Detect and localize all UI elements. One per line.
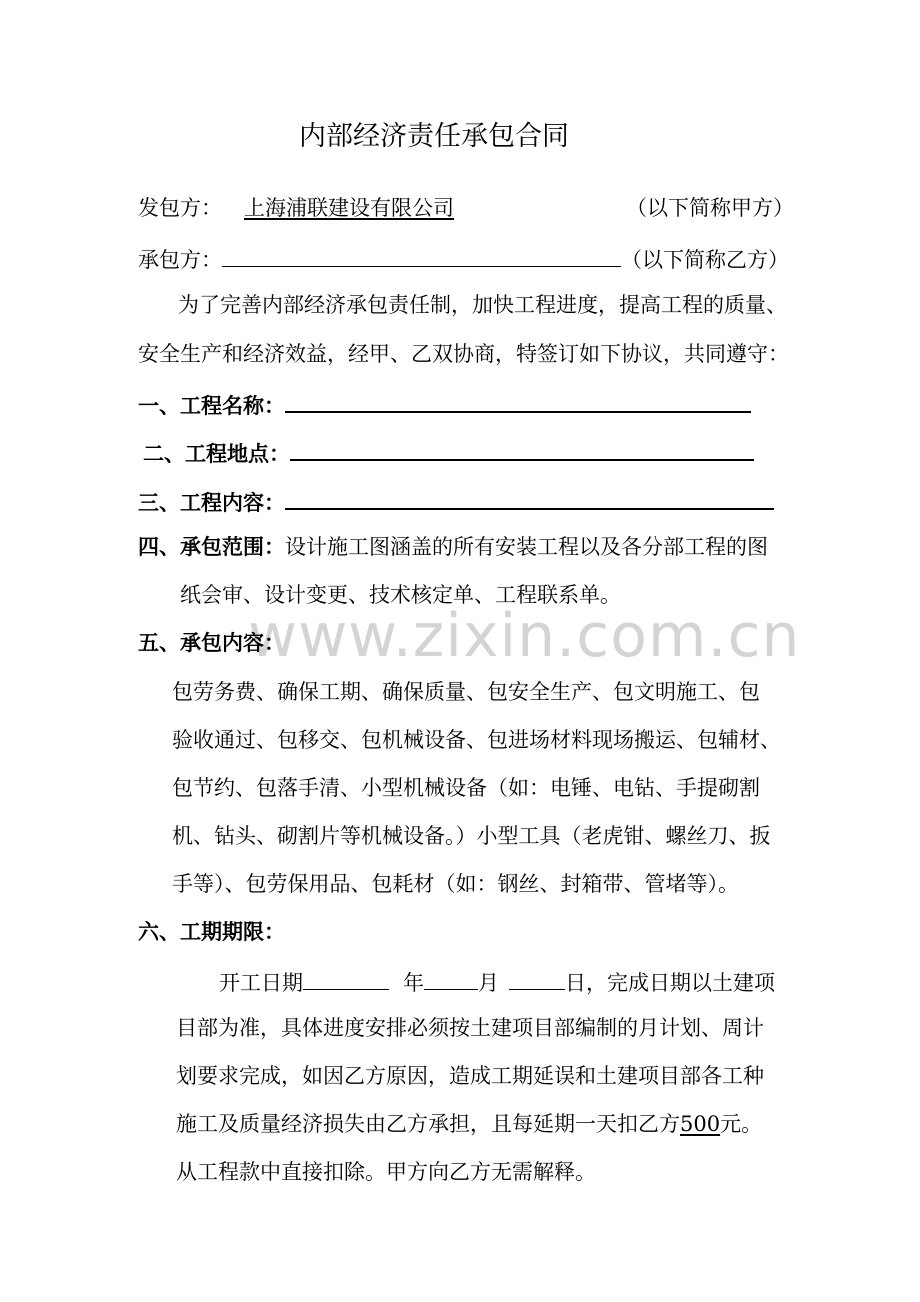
section-3-label: 三、工程内容： [138,490,285,515]
section-4-row [138,532,768,562]
intro-line-2: 安全生产和经济效益，经甲、乙双协商，特签订如下协议，共同遵守： [138,342,789,366]
subcontractor-name-field[interactable] [222,242,621,267]
project-content-field[interactable] [285,484,774,510]
penalty-suffix: 元。 [720,1112,763,1136]
section-6-line: 划要求完成，如因乙方原因，造成工期延误和土建项目部各工种 [176,1064,764,1088]
section-2-label: 二、工程地点： [143,441,290,466]
start-month-field[interactable] [424,965,478,990]
section-5-line: 包劳务费、确保工期、确保质量、包安全生产、包文明施工、包 [172,680,760,704]
start-day-field[interactable] [509,965,565,990]
contractor-suffix: （以下简称甲方） [626,196,794,220]
section-5-line: 机、钻头、砌割片等机械设备。）小型工具（老虎钳、螺丝刀、扳 [172,824,771,848]
section-6-label: 六、工期期限： [138,919,285,944]
subcontractor-row [138,242,789,272]
watermark: www.zixin.com.cn [248,601,801,671]
contractor-row [138,193,794,223]
contractor-name: 上海浦联建设有限公司 [244,196,454,220]
section-6-last-line: 从工程款中直接扣除。甲方向乙方无需解释。 [176,1160,596,1184]
section-5-line: 手等）、包劳保用品、包耗材（如：钢丝、封箱带、管堵等）。 [172,872,739,896]
intro-line-1: 为了完善内部经济承包责任制，加快工程进度，提高工程的质量、 [178,293,787,317]
penalty-amount: 500 [680,1112,721,1136]
start-date-label: 开工日期 [219,971,303,995]
start-date-row [219,965,775,995]
section-2-row [143,435,754,465]
section-4-label: 四、承包范围： [138,534,285,559]
section-5-label: 五、承包内容： [138,630,285,655]
document-title: 内部经济责任承包合同 [299,121,569,152]
year-label: 年 [403,971,424,995]
subcontractor-label: 承包方： [138,248,222,272]
section-3-row [138,484,774,514]
day-label-rest: 日，完成日期以土建项 [565,971,775,995]
section-1-row [138,387,751,417]
section-4-text-1: 设计施工图涵盖的所有安装工程以及各分部工程的图 [285,535,768,559]
penalty-prefix: 施工及质量经济损失由乙方承担，且每延期一天扣乙方 [176,1112,680,1136]
contractor-label: 发包方： [138,196,222,220]
month-label: 月 [478,971,499,995]
section-5-line: 验收通过、包移交、包机械设备、包进场材料现场搬运、包辅材、 [172,728,781,752]
section-6-line: 目部为准，具体进度安排必须按土建项目部编制的月计划、周计 [176,1016,764,1040]
subcontractor-suffix: （以下简称乙方） [621,248,789,272]
section-4-text-2: 纸会审、设计变更、技术核定单、工程联系单。 [180,583,621,607]
section-5-line: 包节约、包落手清、小型机械设备（如：电锤、电钻、手提砌割 [172,776,760,800]
contractor-name-field[interactable] [222,196,626,220]
start-year-field[interactable] [303,965,389,990]
section-1-label: 一、工程名称： [138,393,285,418]
project-name-field[interactable] [285,387,751,413]
project-location-field[interactable] [290,435,754,461]
penalty-row [176,1109,762,1139]
